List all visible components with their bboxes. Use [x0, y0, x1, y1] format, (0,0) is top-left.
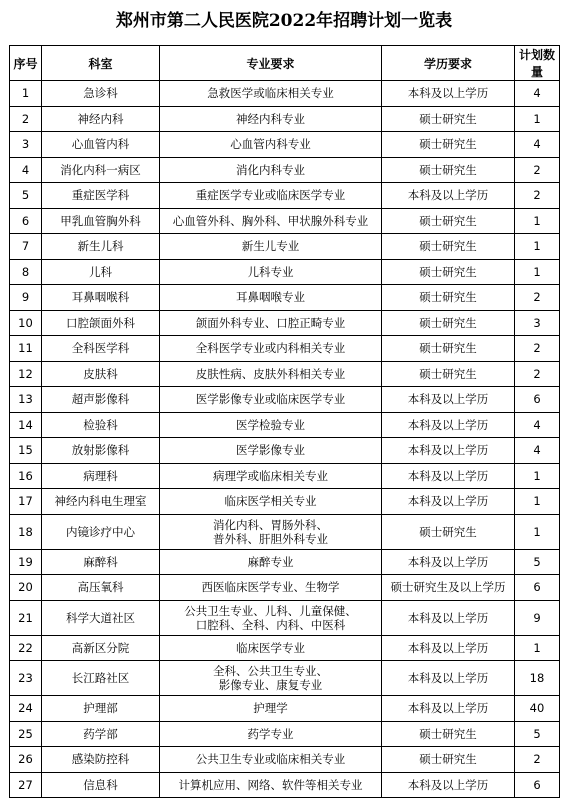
- table-row: [10, 387, 560, 413]
- row-no: 11: [10, 336, 42, 362]
- row-edu: 硕士研究生: [382, 157, 515, 183]
- row-dept: 神经内科: [42, 106, 160, 132]
- row-no: 19: [10, 549, 42, 575]
- row-no: 27: [10, 772, 42, 798]
- table-row: [10, 412, 560, 438]
- row-dept: 感染防控科: [42, 747, 160, 773]
- row-major: 急救医学或临床相关专业: [160, 81, 382, 107]
- row-major-line: 公共卫生专业、儿科、儿童保健、: [184, 603, 357, 618]
- row-count: 1: [515, 208, 560, 234]
- row-no: 13: [10, 387, 42, 413]
- row-count: 1: [515, 489, 560, 515]
- row-edu: 硕士研究生: [382, 208, 515, 234]
- header-major: 专业要求: [160, 46, 382, 81]
- row-edu: 硕士研究生: [382, 721, 515, 747]
- row-edu: 硕士研究生: [382, 285, 515, 311]
- row-count: 1: [515, 635, 560, 661]
- row-major: 药学专业: [160, 721, 382, 747]
- row-no: 24: [10, 696, 42, 722]
- row-major: 重症医学专业或临床医学专业: [160, 183, 382, 209]
- row-count: 4: [515, 412, 560, 438]
- row-count: 4: [515, 132, 560, 158]
- table-row: [10, 438, 560, 464]
- table-row: [10, 747, 560, 773]
- row-major: 心血管内科专业: [160, 132, 382, 158]
- row-count: 4: [515, 438, 560, 464]
- row-major: 医学影像专业或临床医学专业: [160, 387, 382, 413]
- row-no: 10: [10, 310, 42, 336]
- row-major: 神经内科专业: [160, 106, 382, 132]
- row-edu: 硕士研究生: [382, 514, 515, 549]
- row-no: 9: [10, 285, 42, 311]
- row-edu: 本科及以上学历: [382, 661, 515, 696]
- row-major-line: 全科、公共卫生专业、: [213, 664, 328, 678]
- row-dept: 高新区分院: [42, 635, 160, 661]
- row-major: 颌面外科专业、口腔正畸专业: [160, 310, 382, 336]
- row-edu: 本科及以上学历: [382, 600, 515, 635]
- row-edu: 硕士研究生: [382, 336, 515, 362]
- row-major: 心血管外科、胸外科、甲状腺外科专业: [160, 208, 382, 234]
- row-major: 医学影像专业: [160, 438, 382, 464]
- row-edu: 硕士研究生: [382, 259, 515, 285]
- row-major: 皮肤性病、皮肤外科相关专业: [160, 361, 382, 387]
- table-row: [10, 157, 560, 183]
- row-major-line: 影像专业、康复专业: [218, 678, 323, 692]
- row-major: 全科医学专业或内科相关专业: [160, 336, 382, 362]
- row-edu: 本科及以上学历: [382, 412, 515, 438]
- table-row: [10, 285, 560, 311]
- table-row: [10, 81, 560, 107]
- row-no: 6: [10, 208, 42, 234]
- table-row: [10, 514, 560, 549]
- row-major-line: 消化内科、胃肠外科、: [213, 517, 328, 532]
- row-count: 1: [515, 463, 560, 489]
- header-dept: 科室: [42, 46, 160, 81]
- row-edu: 硕士研究生: [382, 132, 515, 158]
- table-row: [10, 721, 560, 747]
- row-no: 12: [10, 361, 42, 387]
- row-edu: 本科及以上学历: [382, 81, 515, 107]
- row-no: 20: [10, 575, 42, 601]
- row-count: 3: [515, 310, 560, 336]
- row-no: 1: [10, 81, 42, 107]
- row-edu: 本科及以上学历: [382, 696, 515, 722]
- row-major: 儿科专业: [160, 259, 382, 285]
- row-count: 18: [515, 661, 560, 696]
- row-major: 新生儿专业: [160, 234, 382, 260]
- row-count: 40: [515, 696, 560, 722]
- table-row: [10, 336, 560, 362]
- row-count: 1: [515, 234, 560, 260]
- row-dept: 皮肤科: [42, 361, 160, 387]
- row-edu: 本科及以上学历: [382, 772, 515, 798]
- row-dept: 护理部: [42, 696, 160, 722]
- row-major: [160, 661, 382, 696]
- row-count: 9: [515, 600, 560, 635]
- row-no: 7: [10, 234, 42, 260]
- header-no: 序号: [10, 46, 42, 81]
- row-no: 21: [10, 600, 42, 635]
- row-dept: 儿科: [42, 259, 160, 285]
- row-dept: 全科医学科: [42, 336, 160, 362]
- row-no: 16: [10, 463, 42, 489]
- table-row: [10, 183, 560, 209]
- row-edu: 本科及以上学历: [382, 438, 515, 464]
- row-dept: 急诊科: [42, 81, 160, 107]
- row-count: 1: [515, 259, 560, 285]
- table-row: [10, 208, 560, 234]
- row-no: 3: [10, 132, 42, 158]
- row-major: 病理学或临床相关专业: [160, 463, 382, 489]
- row-edu: 硕士研究生: [382, 310, 515, 336]
- row-dept: 内镜诊疗中心: [42, 514, 160, 549]
- row-count: 2: [515, 336, 560, 362]
- row-edu: 硕士研究生: [382, 747, 515, 773]
- row-edu: 本科及以上学历: [382, 635, 515, 661]
- row-major: [160, 600, 382, 635]
- row-dept: 放射影像科: [42, 438, 160, 464]
- row-edu: 硕士研究生: [382, 106, 515, 132]
- row-no: 22: [10, 635, 42, 661]
- row-dept: 新生儿科: [42, 234, 160, 260]
- row-no: 14: [10, 412, 42, 438]
- header-edu: 学历要求: [382, 46, 515, 81]
- row-edu: 本科及以上学历: [382, 549, 515, 575]
- row-dept: 长江路社区: [42, 661, 160, 696]
- row-no: 4: [10, 157, 42, 183]
- row-count: 1: [515, 514, 560, 549]
- table-row: [10, 600, 560, 635]
- row-no: 5: [10, 183, 42, 209]
- row-edu: 本科及以上学历: [382, 463, 515, 489]
- table-row: [10, 132, 560, 158]
- header-count: 计划数量: [515, 46, 560, 81]
- row-major: 临床医学相关专业: [160, 489, 382, 515]
- row-major: 麻醉专业: [160, 549, 382, 575]
- row-edu: 硕士研究生及以上学历: [382, 575, 515, 601]
- row-count: 6: [515, 772, 560, 798]
- row-major: [160, 514, 382, 549]
- row-count: 5: [515, 549, 560, 575]
- row-dept: 科学大道社区: [42, 600, 160, 635]
- table-row: [10, 549, 560, 575]
- row-edu: 硕士研究生: [382, 234, 515, 260]
- row-count: 2: [515, 157, 560, 183]
- row-dept: 甲乳血管胸外科: [42, 208, 160, 234]
- table-row: [10, 696, 560, 722]
- row-count: 4: [515, 81, 560, 107]
- row-dept: 神经内科电生理室: [42, 489, 160, 515]
- row-edu: 本科及以上学历: [382, 183, 515, 209]
- row-edu: 本科及以上学历: [382, 489, 515, 515]
- table-body: [10, 81, 560, 798]
- row-major: 公共卫生专业或临床相关专业: [160, 747, 382, 773]
- recruitment-table: [9, 45, 560, 798]
- header-row: [10, 46, 560, 81]
- row-dept: 消化内科一病区: [42, 157, 160, 183]
- row-count: 6: [515, 575, 560, 601]
- row-major: 西医临床医学专业、生物学: [160, 575, 382, 601]
- row-count: 5: [515, 721, 560, 747]
- row-no: 18: [10, 514, 42, 549]
- row-major-line: 口腔科、全科、内科、中医科: [195, 617, 346, 632]
- table-row: [10, 259, 560, 285]
- row-dept: 检验科: [42, 412, 160, 438]
- table-row: [10, 106, 560, 132]
- page-title: 郑州市第二人民医院2022年招聘计划一览表: [115, 11, 453, 31]
- row-dept: 病理科: [42, 463, 160, 489]
- row-major: 消化内科专业: [160, 157, 382, 183]
- row-count: 2: [515, 183, 560, 209]
- row-no: 8: [10, 259, 42, 285]
- row-edu: 本科及以上学历: [382, 387, 515, 413]
- row-no: 17: [10, 489, 42, 515]
- row-no: 15: [10, 438, 42, 464]
- row-major-line: 普外科、肝胆外科专业: [213, 531, 328, 546]
- row-count: 2: [515, 747, 560, 773]
- row-dept: 重症医学科: [42, 183, 160, 209]
- table-row: [10, 575, 560, 601]
- row-dept: 药学部: [42, 721, 160, 747]
- table-row: [10, 310, 560, 336]
- row-major: 耳鼻咽喉专业: [160, 285, 382, 311]
- row-count: 2: [515, 361, 560, 387]
- table-row: [10, 463, 560, 489]
- table-row: [10, 635, 560, 661]
- row-no: 26: [10, 747, 42, 773]
- row-dept: 高压氧科: [42, 575, 160, 601]
- table-row: [10, 234, 560, 260]
- table-row: [10, 489, 560, 515]
- row-no: 25: [10, 721, 42, 747]
- row-major: 护理学: [160, 696, 382, 722]
- row-count: 1: [515, 106, 560, 132]
- row-edu: 硕士研究生: [382, 361, 515, 387]
- row-dept: 耳鼻咽喉科: [42, 285, 160, 311]
- row-dept: 超声影像科: [42, 387, 160, 413]
- row-count: 2: [515, 285, 560, 311]
- row-major: 医学检验专业: [160, 412, 382, 438]
- row-no: 2: [10, 106, 42, 132]
- row-dept: 信息科: [42, 772, 160, 798]
- row-major: 计算机应用、网络、软件等相关专业: [160, 772, 382, 798]
- row-dept: 口腔颌面外科: [42, 310, 160, 336]
- row-dept: 麻醉科: [42, 549, 160, 575]
- row-major: 临床医学专业: [160, 635, 382, 661]
- row-dept: 心血管内科: [42, 132, 160, 158]
- table-row: [10, 361, 560, 387]
- row-no: 23: [10, 661, 42, 696]
- table-row: [10, 661, 560, 696]
- row-count: 6: [515, 387, 560, 413]
- table-row: [10, 772, 560, 798]
